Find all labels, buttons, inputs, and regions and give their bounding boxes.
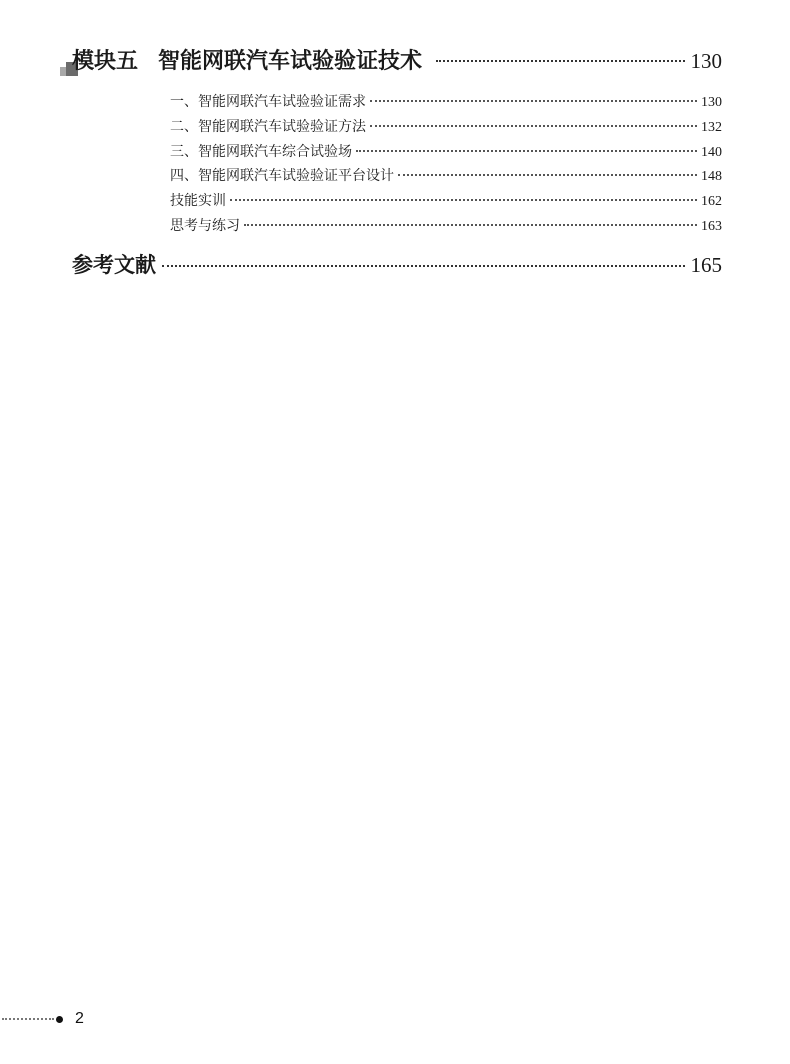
footer-dot-line: [2, 1018, 54, 1020]
section-page: 132: [701, 120, 722, 135]
section-page: 130: [701, 95, 722, 110]
dot-leader: [244, 224, 697, 226]
page-number: 2: [75, 1010, 84, 1027]
section-label: 三、智能网联汽车综合试验场: [170, 144, 352, 160]
section-page: 163: [701, 219, 722, 234]
dot-leader: [162, 265, 685, 267]
references-page: 165: [690, 253, 722, 277]
dot-leader: [370, 125, 697, 127]
section-label: 二、智能网联汽车试验验证方法: [170, 119, 366, 135]
footer-bullet-icon: [56, 1016, 63, 1023]
references-label: 参考文献: [72, 252, 156, 277]
dot-leader: [398, 174, 697, 176]
toc-module-entry[interactable]: [72, 44, 722, 78]
toc-section-entry[interactable]: [170, 91, 722, 111]
dot-leader: [356, 150, 697, 152]
dot-leader: [230, 199, 697, 201]
toc-section-entry[interactable]: [170, 141, 722, 161]
section-page: 140: [701, 145, 722, 160]
module-page: 130: [690, 49, 722, 73]
dot-leader: [370, 100, 697, 102]
toc-references-entry[interactable]: [72, 249, 722, 279]
section-label: 一、智能网联汽车试验验证需求: [170, 94, 366, 110]
dot-leader: [436, 60, 684, 62]
section-page: 148: [701, 169, 722, 184]
toc-section-entry[interactable]: [170, 165, 722, 185]
section-page: 162: [701, 194, 722, 209]
toc-section-entry[interactable]: [170, 190, 722, 210]
section-label: 思考与练习: [170, 218, 240, 234]
module-label: [72, 44, 422, 75]
section-label: 技能实训: [170, 193, 226, 209]
toc-section-entry[interactable]: [170, 116, 722, 136]
toc-section-entry[interactable]: [170, 215, 722, 235]
page-footer: [0, 1008, 120, 1030]
module-number: 模块五: [72, 49, 139, 74]
module-title: 智能网联汽车试验验证技术: [158, 49, 423, 74]
section-label: 四、智能网联汽车试验验证平台设计: [170, 168, 394, 184]
